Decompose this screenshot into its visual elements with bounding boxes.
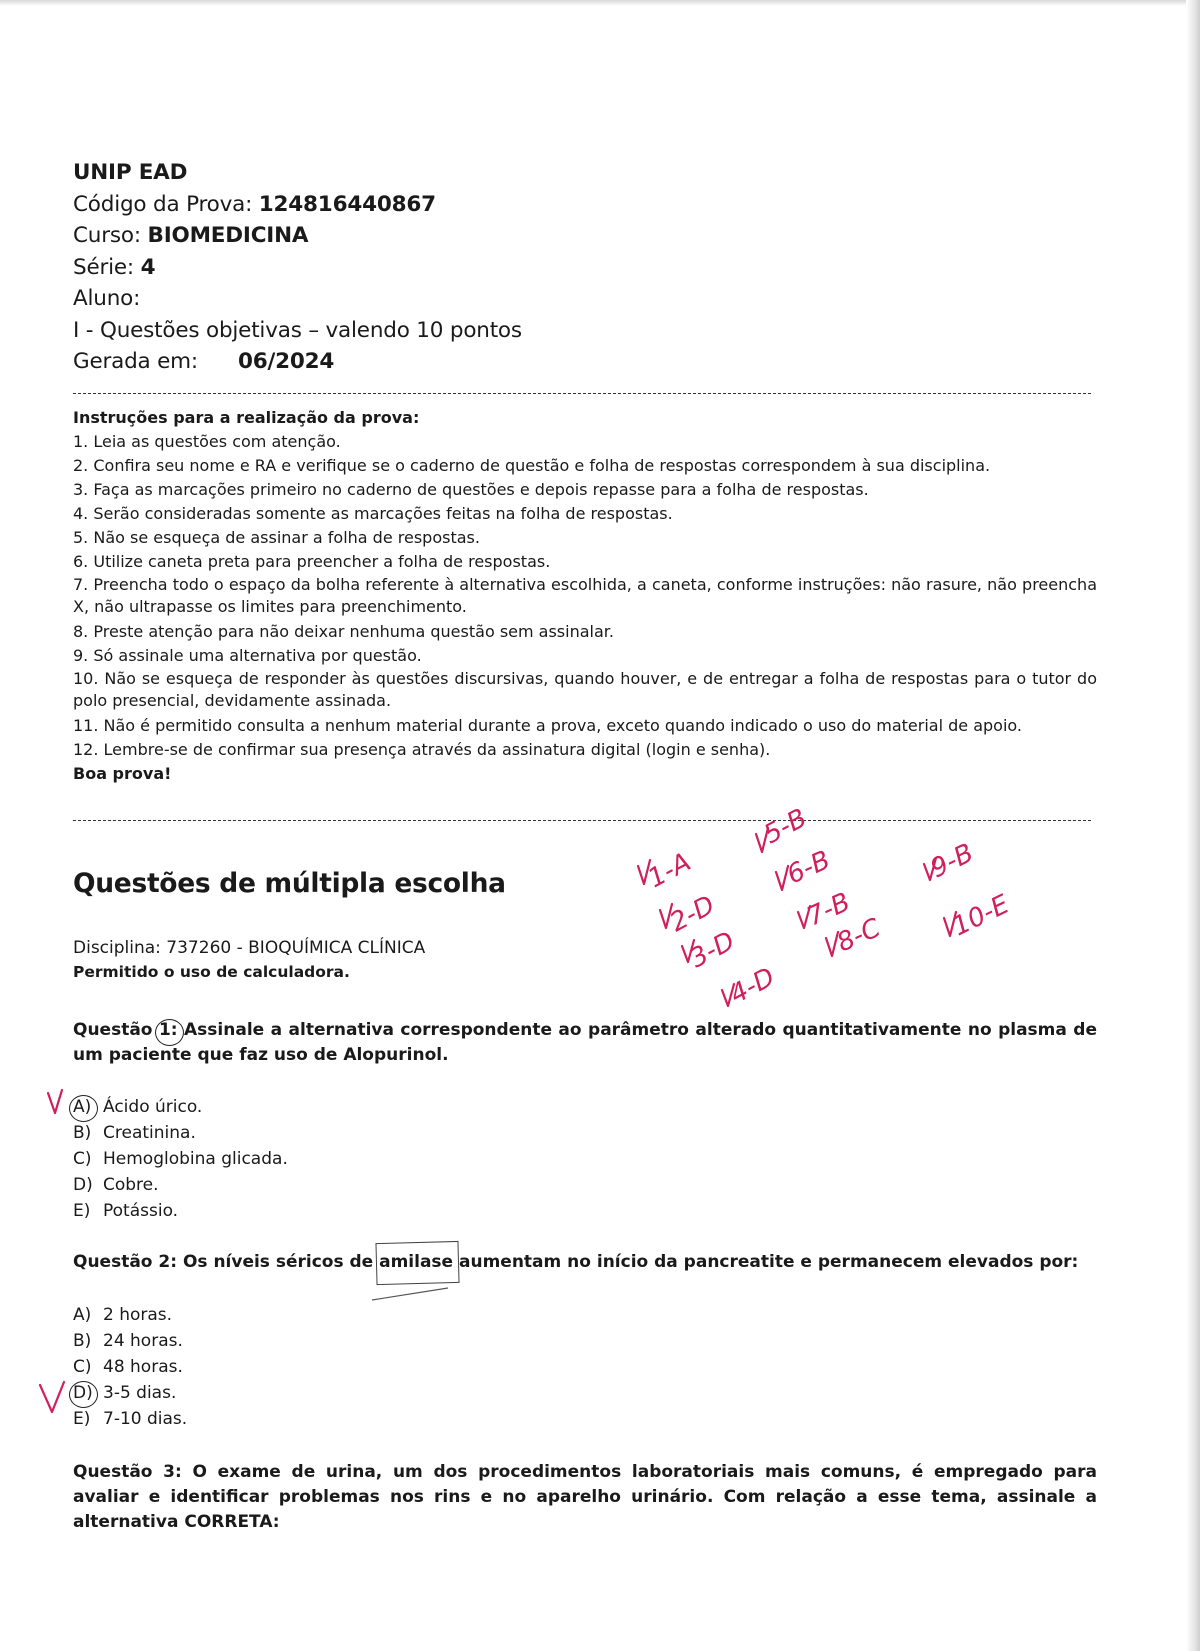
instruction-item: 10. Não se esqueça de responder às questões discursivas, quando houver, e de entregar a folha de respostas para o tutor do polo presencial, devidamente assinada. xyxy=(73,669,1097,710)
question-label: Questão xyxy=(73,1020,159,1040)
instructions-title: Instruções para a realização da prova: xyxy=(73,408,420,427)
institution: UNIP EAD xyxy=(73,160,188,185)
options-q1 xyxy=(73,1094,288,1224)
option-e[interactable] xyxy=(73,1198,288,1224)
check-mark-key xyxy=(798,906,810,928)
instruction-item: 8. Preste atenção para não deixar nenhuma questão sem assinalar. xyxy=(73,622,614,641)
check-mark-key xyxy=(638,860,650,884)
answer-key-entry: 10-E xyxy=(947,889,1015,943)
answer-key xyxy=(643,803,1014,1010)
option-d[interactable] xyxy=(73,1380,187,1406)
scan-top-edge xyxy=(0,0,1200,6)
question-text: Assinale a alternativa correspondente ao parâmetro alterado quantitativamente no plasma de um paciente que faz uso de Alopurinol. xyxy=(73,1020,1097,1065)
check-mark-key xyxy=(826,932,838,956)
calculator-note: Permitido o uso de calculadora. xyxy=(73,963,350,981)
option-letter: A) xyxy=(73,1094,103,1120)
option-text: Hemoglobina glicada. xyxy=(103,1149,288,1169)
check-mark-q1 xyxy=(48,1090,62,1113)
divider-bottom xyxy=(73,820,1091,821)
answer-key-entry: 3-D xyxy=(685,926,740,975)
exam-header xyxy=(73,157,522,378)
question-3 xyxy=(73,1460,1097,1535)
student: Aluno: xyxy=(73,286,141,311)
option-a[interactable] xyxy=(73,1302,187,1328)
answer-key-entry: 9-B xyxy=(925,838,979,885)
answer-key-entry: 7-B xyxy=(802,887,855,933)
answer-key-entry: 8-C xyxy=(832,913,886,959)
option-letter: D) xyxy=(73,1380,103,1406)
option-e[interactable] xyxy=(73,1406,187,1432)
answer-key-entry: 4-D xyxy=(725,962,780,1011)
question-text: aumentam no início da pancreatite e permanecem elevados por: xyxy=(453,1252,1079,1272)
options-q2 xyxy=(73,1302,187,1432)
option-c[interactable] xyxy=(73,1146,288,1172)
instructions xyxy=(73,406,1097,786)
option-text: 7-10 dias. xyxy=(103,1409,188,1429)
instruction-item: 7. Preencha todo o espaço da bolha referente à alternativa escolhida, a caneta, conforme instruções: não rasure, não preencha X, não ultrapasse os limites para preenchimento. xyxy=(73,575,1097,616)
check-mark-key xyxy=(682,940,694,962)
instruction-item: 11. Não é permitido consulta a nenhum material durante a prova, exceto quando indicado o uso do material de apoio. xyxy=(73,716,1022,735)
question-1 xyxy=(73,1018,1097,1068)
option-letter: A) xyxy=(73,1305,92,1325)
boxed-keyword: amilase xyxy=(379,1250,453,1275)
option-letter: B) xyxy=(73,1123,92,1143)
question-text: Os níveis séricos de xyxy=(182,1252,380,1272)
question-label: Questão 2: xyxy=(73,1252,183,1272)
discipline: Disciplina: 737260 - BIOQUÍMICA CLÍNICA xyxy=(73,938,426,958)
exam-code: Código da Prova: 124816440867 xyxy=(73,191,436,217)
section-title: Questões de múltipla escolha xyxy=(73,868,506,899)
option-text: Potássio. xyxy=(103,1201,179,1221)
option-letter: E) xyxy=(73,1201,91,1221)
answer-key-entry: 1-A xyxy=(643,847,696,895)
answer-key-entry: 6-B xyxy=(782,845,835,891)
check-mark-key xyxy=(756,828,768,852)
option-b[interactable] xyxy=(73,1120,288,1146)
scan-right-edge xyxy=(1186,0,1200,1651)
check-mark-key xyxy=(722,984,734,1006)
check-mark-key xyxy=(924,858,936,880)
instruction-item: 1. Leia as questões com atenção. xyxy=(73,432,341,451)
instruction-item: 5. Não se esqueça de assinar a folha de respostas. xyxy=(73,528,480,547)
option-text: 24 horas. xyxy=(103,1331,183,1351)
question-2 xyxy=(73,1250,1097,1275)
pencil-mark xyxy=(372,1288,448,1300)
section-label: I - Questões objetivas – valendo 10 pontos xyxy=(73,317,522,343)
series: Série: 4 xyxy=(73,254,156,280)
instruction-item: 9. Só assinale uma alternativa por questão. xyxy=(73,646,422,665)
divider-top xyxy=(73,393,1091,394)
closing-note: Boa prova! xyxy=(73,764,172,783)
check-mark-key xyxy=(776,866,788,890)
option-text: Ácido úrico. xyxy=(103,1097,203,1117)
answer-key-entry: 2-D xyxy=(665,890,720,939)
course: Curso: BIOMEDICINA xyxy=(73,223,309,248)
instruction-item: 6. Utilize caneta preta para preencher a folha de respostas. xyxy=(73,552,551,571)
option-letter: B) xyxy=(73,1331,92,1351)
instruction-item: 2. Confira seu nome e RA e verifique se o caderno de questão e folha de respostas correspondem à sua disciplina. xyxy=(73,456,991,475)
check-mark-key xyxy=(660,904,672,928)
option-text: 2 horas. xyxy=(103,1305,173,1325)
question-text: O exame de urina, um dos procedimentos laboratoriais mais comuns, é empregado para avaliar e identificar problemas nos rins e no aparelho urinário. Com relação a esse tema, assinale a alternativa CORRETA: xyxy=(73,1462,1097,1532)
check-mark-q2 xyxy=(40,1382,64,1412)
instruction-item: 3. Faça as marcações primeiro no caderno de questões e depois repasse para a folha de respostas. xyxy=(73,480,869,499)
instruction-item: 12. Lembre-se de confirmar sua presença através da assinatura digital (login e senha). xyxy=(73,740,771,759)
option-text: Creatinina. xyxy=(103,1123,196,1143)
option-b[interactable] xyxy=(73,1328,187,1354)
option-text: Cobre. xyxy=(103,1175,159,1195)
option-letter: D) xyxy=(73,1175,93,1195)
option-a[interactable] xyxy=(73,1094,288,1120)
answer-key-entry: 5-B xyxy=(759,803,812,851)
question-label: Questão 3: xyxy=(73,1462,193,1482)
option-text: 3-5 dias. xyxy=(103,1383,177,1403)
instruction-item: 4. Serão consideradas somente as marcações feitas na folha de respostas. xyxy=(73,504,673,523)
option-letter: C) xyxy=(73,1357,92,1377)
option-letter: E) xyxy=(73,1409,91,1429)
option-letter: C) xyxy=(73,1149,92,1169)
generated-date: Gerada em: 06/2024 xyxy=(73,349,335,374)
option-text: 48 horas. xyxy=(103,1357,183,1377)
question-number-circled: 1: xyxy=(159,1018,178,1043)
check-mark-key xyxy=(944,912,956,936)
option-c[interactable] xyxy=(73,1354,187,1380)
option-d[interactable] xyxy=(73,1172,288,1198)
